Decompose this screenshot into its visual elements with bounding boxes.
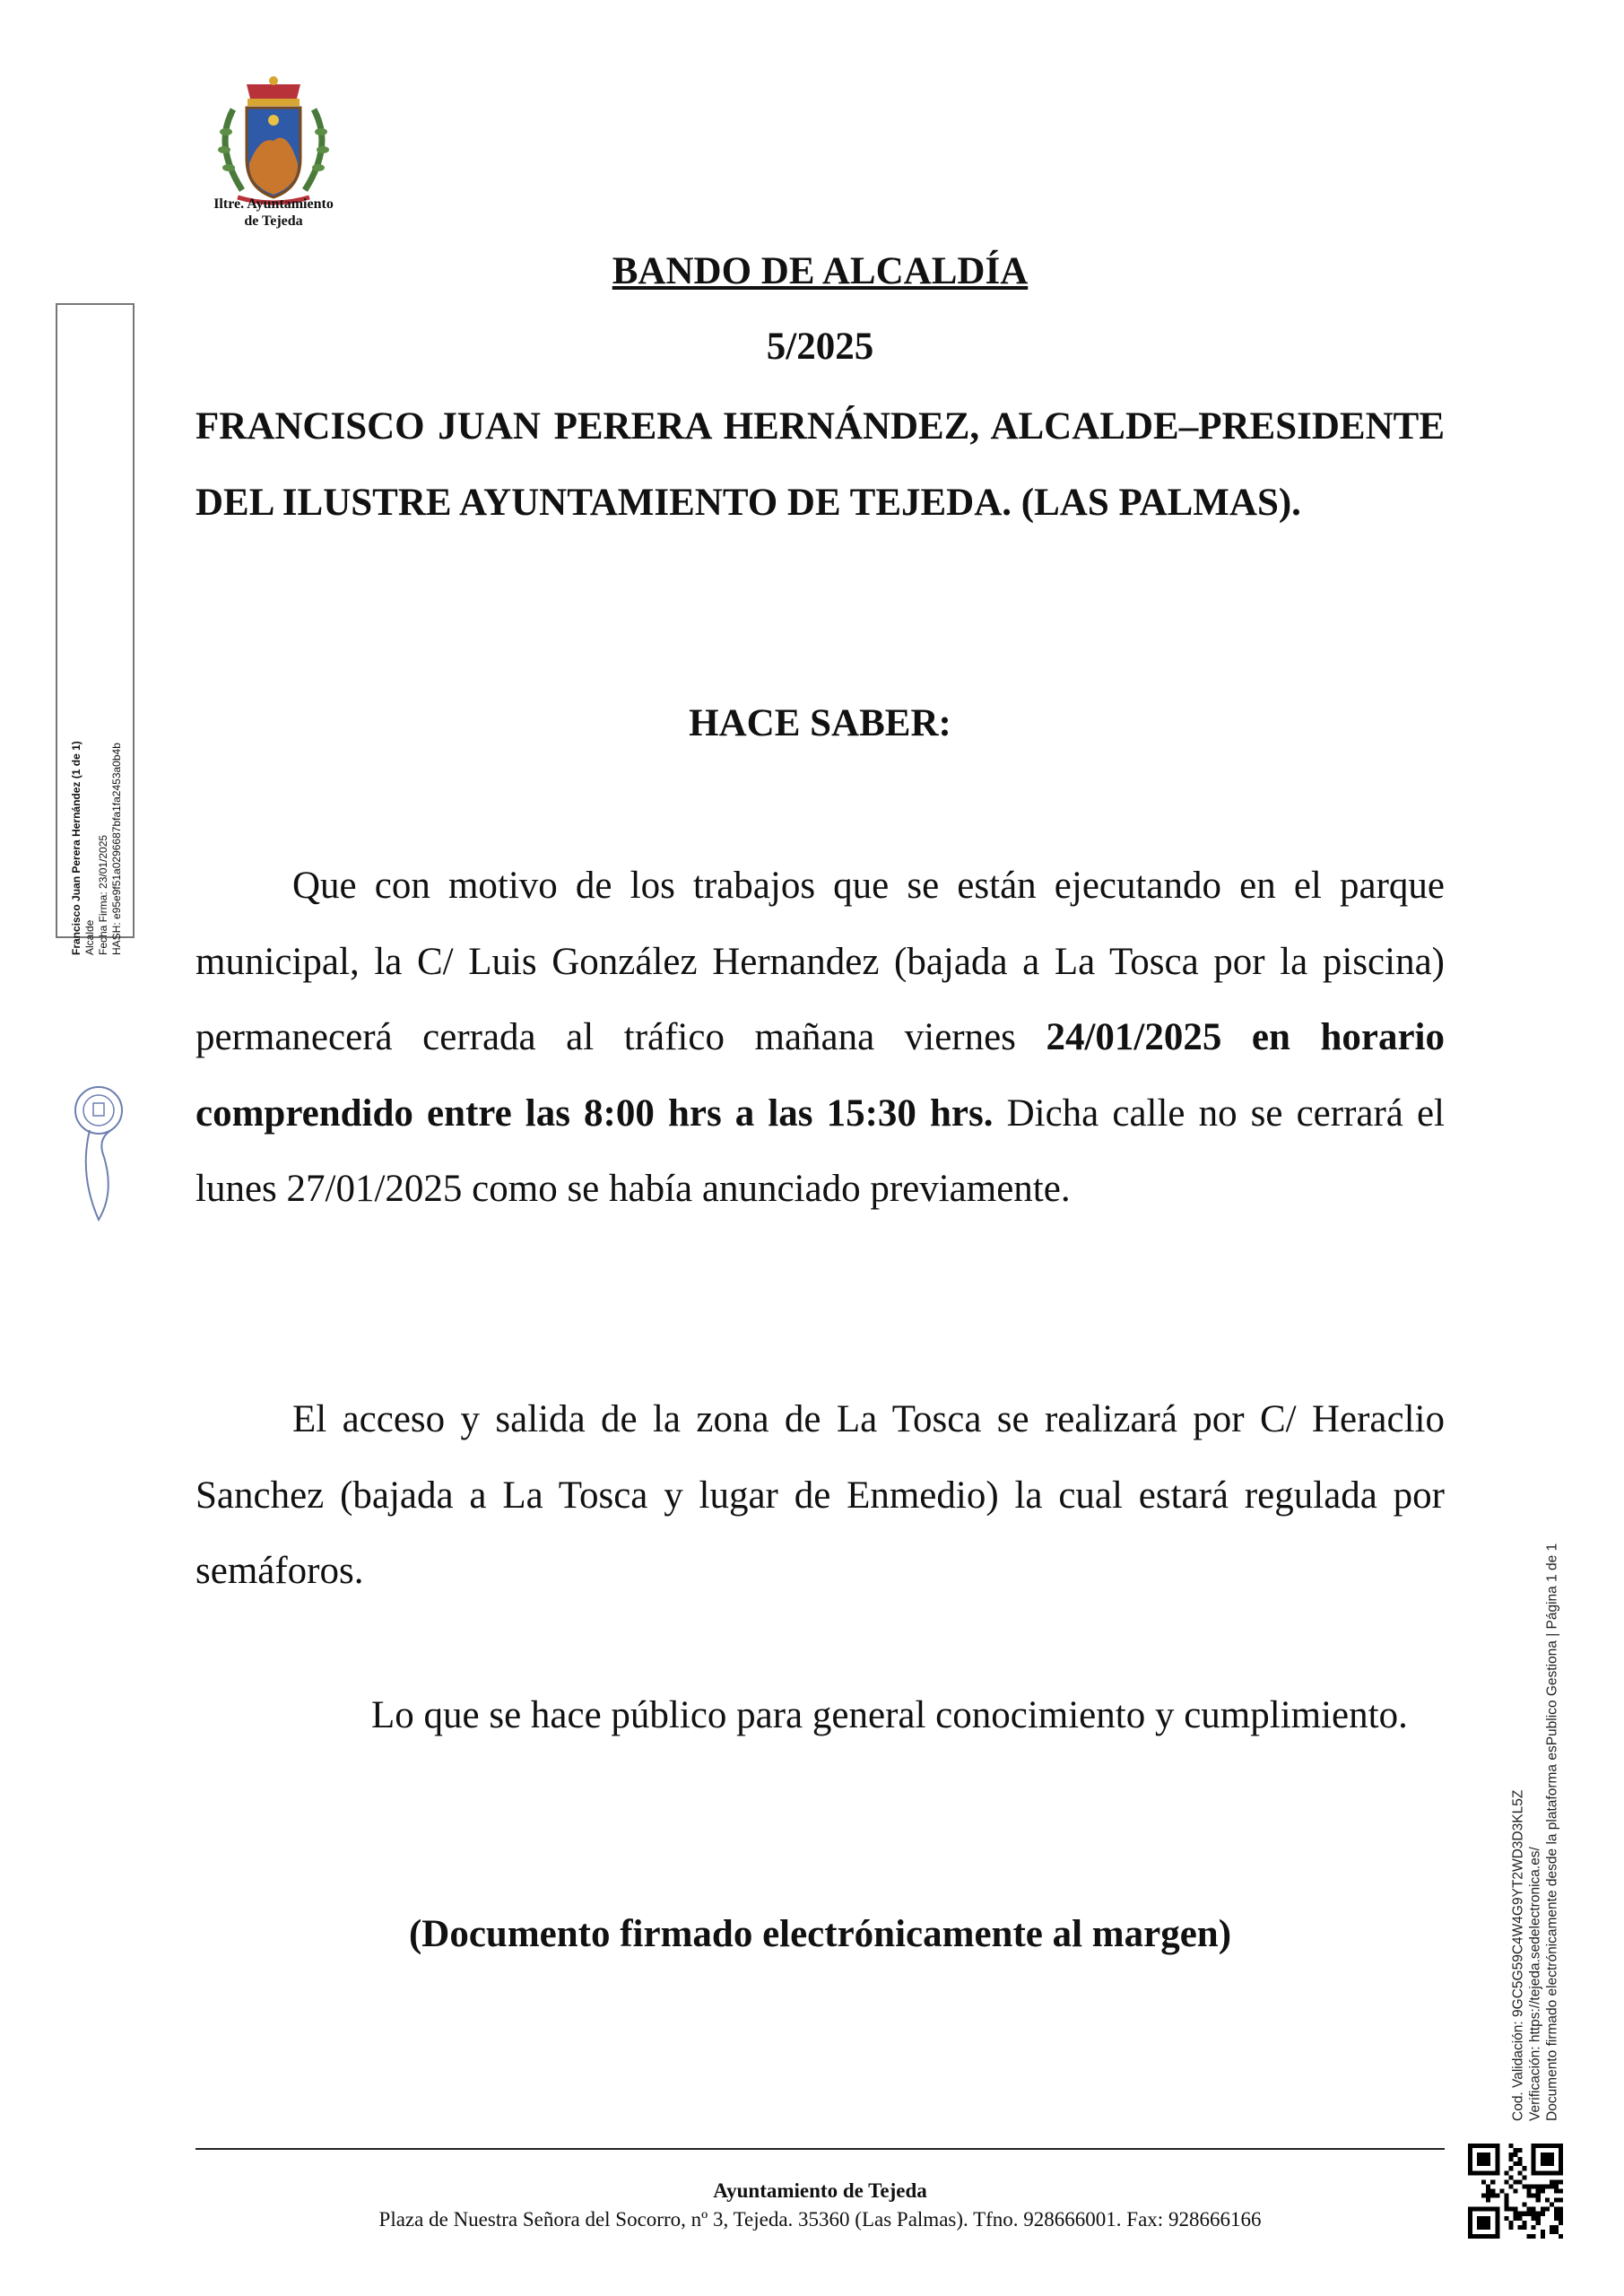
logo-caption-line2: de Tejeda [244,213,303,229]
signature-date: Fecha Firma: 23/01/2025 [97,834,109,955]
signature-stamp-text [70,650,124,955]
paragraph-access: El acceso y salida de la zona de La Tosca se realizará por C/ Heraclio Sanchez (bajada a La Tosca y lugar de Enmedio) la cual estará regulada por semáforos. [195,1398,1445,1592]
signature-stamp-box [56,303,135,955]
mayor-heading: FRANCISCO JUAN PERERA HERNÁNDEZ, ALCALDE–PRESIDENTE DEL ILUSTRE AYUNTAMIENTO DE TEJEDA. (LAS PALMAS). [195,405,1445,524]
verification-url: Verificación: https://tejeda.sedelectronica.es/ [1527,1847,1543,2121]
validation-vertical-text [1510,1314,1561,2121]
qr-code [1468,2144,1563,2239]
signer-role: Alcalde [83,919,96,955]
logo-caption [179,196,368,230]
document-title: BANDO DE ALCALDÍA [612,250,1029,292]
footer-divider [195,2148,1445,2150]
signature-hash: HASH: e95e9f51a0296687bfa1fa2453a0b4b [110,743,123,955]
paragraph-closure-note: Dicha calle no se cerrará el lunes 27/01/2025 como se había anunciado previamente. [195,1091,1445,1210]
document-number: 5/2025 [766,326,874,368]
footer-organization: Ayuntamiento de Tejeda [713,2179,927,2202]
footer-address: Plaza de Nuestra Señora del Socorro, nº 3, Tejeda. 35360 (Las Palmas). Tfno. 928666001. Fax: 928666166 [378,2208,1262,2231]
paragraph-public-notice: Lo que se hace público para general conocimiento y cumplimiento. [371,1694,1408,1736]
validation-code: Cod. Validación: 9GC5G59C4W4G9YT2WD3D3KL5Z [1510,1789,1526,2121]
hace-saber-heading: HACE SABER: [689,702,951,744]
signed-electronically-note: (Documento firmado electrónicamente al margen) [408,1913,1232,1955]
paragraph-closure [195,848,1445,1228]
coat-of-arms-logo [206,74,341,208]
official-seal-signature [72,1076,124,1229]
logo-caption-line1: Iltre. Ayuntamiento [213,196,334,212]
paragraph-closure-text: Que con motivo de los trabajos que se están ejecutando en el parque municipal, la C/ Luis González Hernandez (bajada a La Tosca por la piscina) permanecerá cerrada al tráfico mañana viernes [195,865,1445,1058]
platform-note: Documento firmado electrónicamente desde la plataforma esPublico Gestiona | Página 1 de 1 [1544,1543,1560,2121]
paragraph-closure-schedule: 24/01/2025 en horario comprendido entre las 8:00 hrs a las 15:30 hrs. [195,1016,1445,1135]
signer-name: Francisco Juan Perera Hernández (1 de 1) [70,741,83,955]
